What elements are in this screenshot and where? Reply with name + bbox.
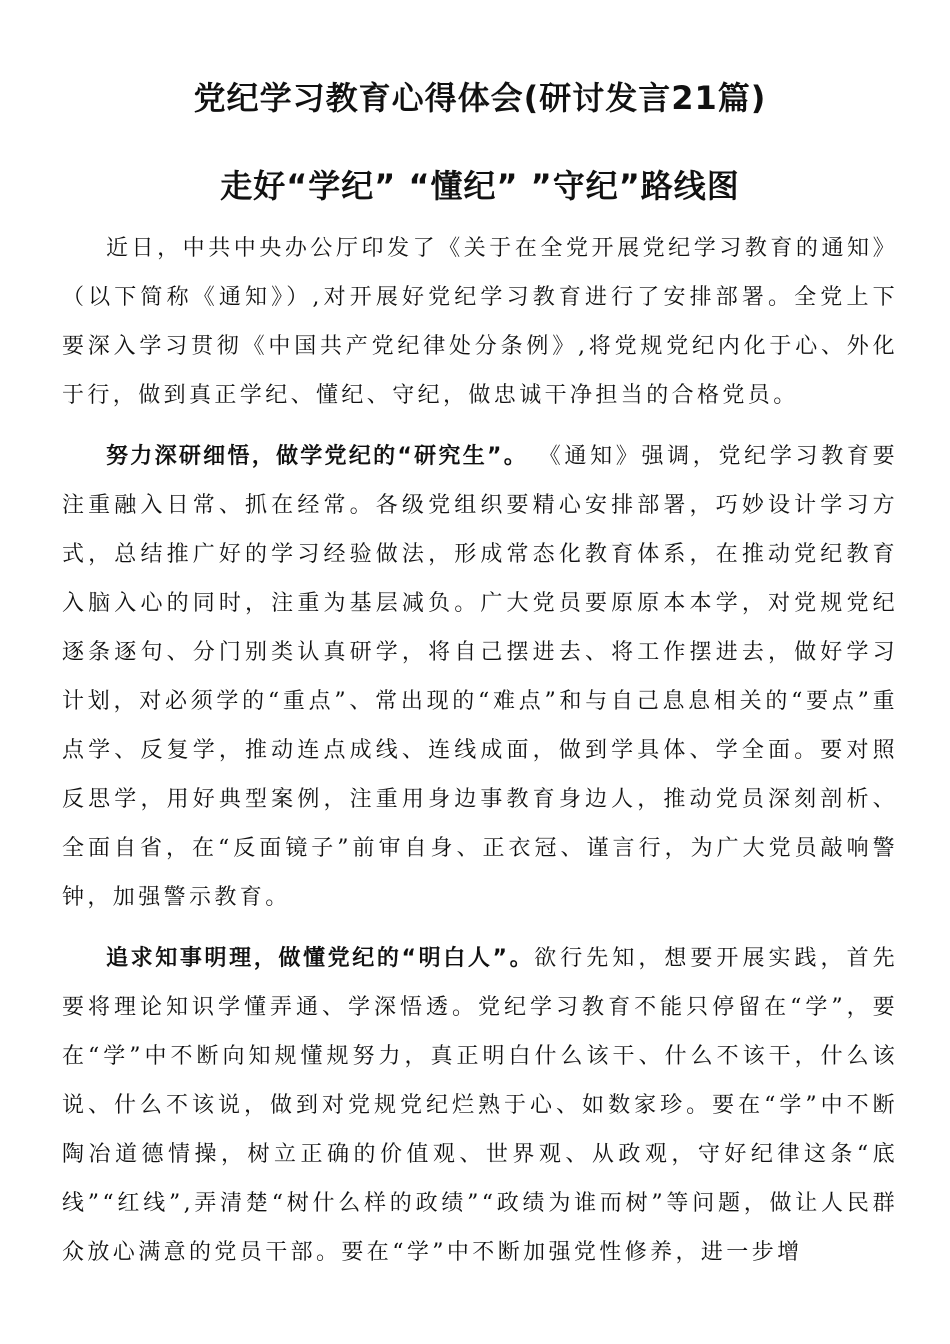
paragraph-text: 欲行先知，想要开展实践，首先要将理论知识学懂弄通、学深悟透。党纪学习教育不能只停留在“学”，要在“学”中不断向知规懂规努力，真正明白什么该干、什么不该干，什么该说、什么不该说，做到对党规党纪烂熟于心、如数家珍。要在“学”中不断陶冶道德情操，树立正确的价值观、世界观、从政观，守好纪律这条“底线”“红线”,弄清楚“树什么样的政绩”“政绩为谁而树”等问题，做让人民群众放心满意的党员干部。要在“学”中不断加强党性修养，进一步增 [62,946,898,1265]
document-title: 党纪学习教育心得体会(研讨发言21篇) [193,79,767,117]
paragraph-understand [62,934,898,1277]
paragraph-lead: 追求知事明理，做懂党纪的“明白人”。 [106,946,535,971]
paragraph-lead: 努力深研细悟，做学党纪的“研究生”。 [106,444,529,469]
paragraph-intro [62,224,898,420]
paragraph-study [62,432,898,922]
paragraph-text: 《通知》强调，党纪学习教育要注重融入日常、抓在经常。各级党组织要精心安排部署，巧妙设计学习方式，总结推广好的学习经验做法，形成常态化教育体系，在推动党纪教育入脑入心的同时，注重为基层减负。广大党员要原原本本学，对党规党纪逐条逐句、分门别类认真研学，将自己摆进去、将工作摆进去，做好学习计划，对必须学的“重点”、常出现的“难点”和与自己息息相关的“要点”重点学、反复学，推动连点成线、连线成面，做到学具体、学全面。要对照反思学，用好典型案例，注重用身边事教育身边人，推动党员深刻剖析、全面自省，在“反面镜子”前审自身、正衣冠、谨言行，为广大党员敲响警钟，加强警示教育。 [62,444,898,910]
paragraph-text: 近日，中共中央办公厅印发了《关于在全党开展党纪学习教育的通知》（以下简称《通知》）,对开展好党纪学习教育进行了安排部署。全党上下要深入学习贯彻《中国共产党纪律处分条例》,将党规党纪内化于心、外化于行，做到真正学纪、懂纪、守纪，做忠诚干净担当的合格党员。 [62,236,898,408]
document-subtitle: 走好“学纪” “懂纪” ”守纪”路线图 [220,167,740,205]
